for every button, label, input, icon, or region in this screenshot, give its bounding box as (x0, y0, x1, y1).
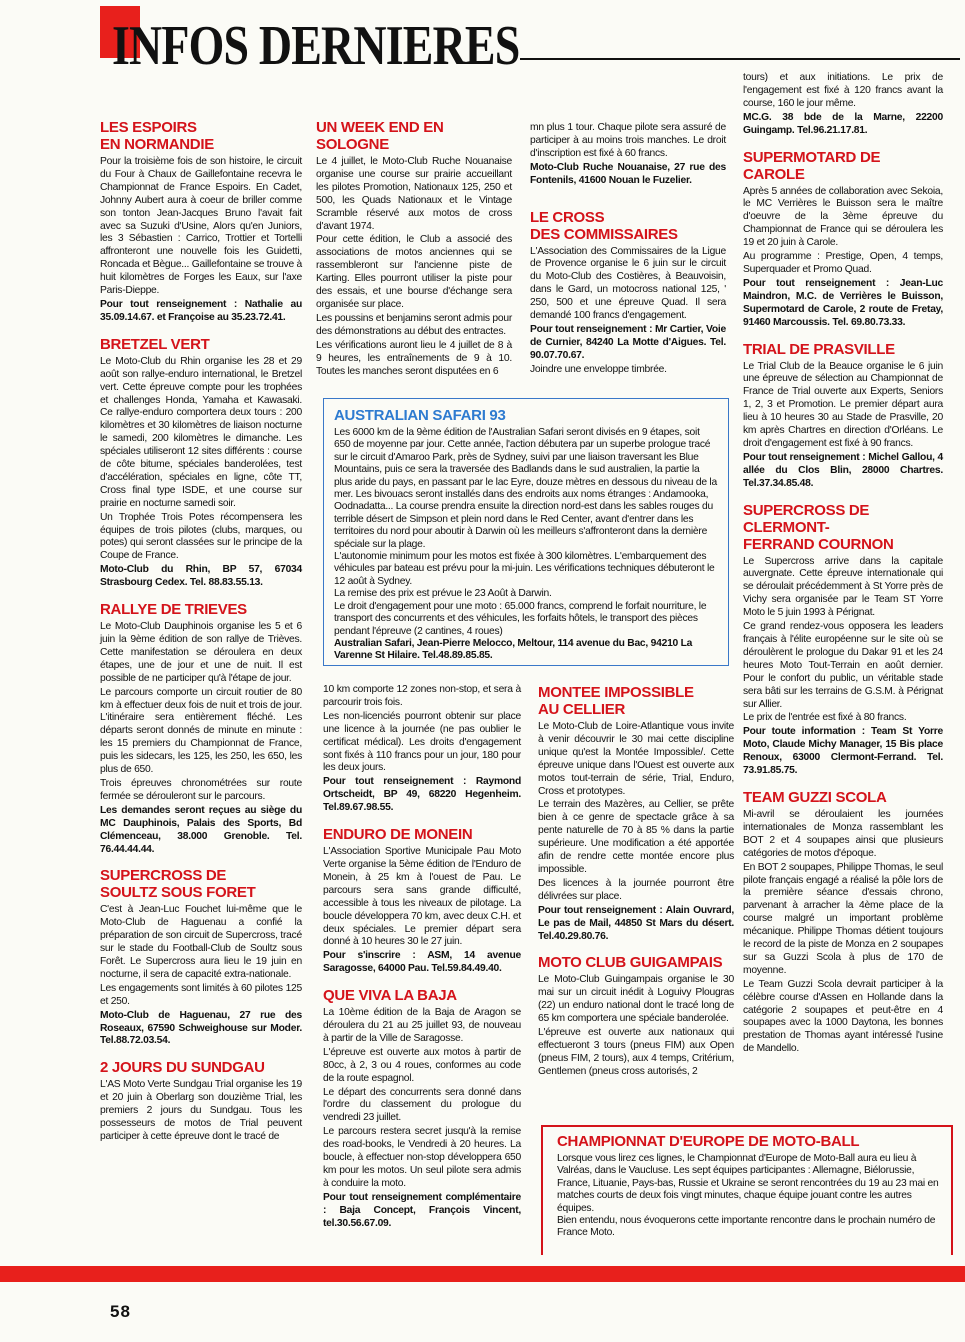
column-3-top (530, 122, 726, 378)
sundgau-contact: Pour tout renseignement : Raymond Ortscheidt, BP 49, 68220 Hegenheim. Tel.89.67.98.55. (323, 776, 521, 814)
moto-ball-box (541, 1125, 953, 1255)
sologne-text-1: Le 4 juillet, le Moto-Club Ruche Nouanaise organise une course sur prairie accueillant les pilotes Promotion, Nationaux 125, 250 et 500, les Quads Nationaux et le Vintage Scramble réservé aux motos de cross d'avant 1974. (316, 156, 512, 232)
column-1 (100, 119, 302, 1145)
commissaires-contact: Pour tout renseignement : Mr Cartier, Voie de Curnier, 84240 La Motte d'Aigues. Tel. 90.07.70.67. (530, 323, 726, 361)
carole-heading: SUPERMOTARD DE CAROLE (743, 148, 881, 183)
monein-text: L'Association Sportive Municipale Pau Moto Verte organise la 5ème édition de l'Enduro de Monein, à 25 km à l'ouest de Pau. Le parcours sera sans grande difficulté, accessible à tous les niveaux de pilotage. La boucle développera 70 km, avec deux C.H. et deux spéciales. Le premier départ sera donné à 10 heures 30 le 27 juin. (323, 846, 521, 948)
prasville-text: Le Trial Club de la Beauce organise le 6 juin une épreuve de sélection au Championnat de France de Trial ouverte aux Experts, Seniors 1, 2, 3 et Promotion. Le premier départ aura lieu à 10 heures 30 au Stade de Prasville, 20 km après Chartres en direction d'Orléans. Le droit d'engagement est fixé à 90 francs. (743, 360, 943, 449)
bottom-red-bar (0, 1266, 965, 1282)
bretzel-heading: BRETZEL VERT (100, 335, 210, 353)
soultz-text-2: Les engagements sont limités à 60 pilotes 125 et 250. (100, 982, 302, 1007)
sologne-text-2: Pour cette édition, le Club a associé des associations de motos anciennes qui se rassembleront sur l'ancienne piste de Karting. Elles pourront utiliser la piste pour des essais, et une bourse d'échange sera organisée sur place. (316, 234, 512, 310)
column-3-bottom (538, 684, 734, 1080)
guzzi-text-2: En BOT 2 soupapes, Philippe Thomas, le seul pilote français engagé a réalisé la pôle lors de la première séance d'essais chrono, parvenant à arracher la 4ème place de la course malgré un important problème mécanique. Philippe Thomas détient toujours le record de la piste de Monza en 2 soupapes sur sa Guzzi Scola à plus de 170 de moyenne. (743, 861, 943, 976)
guigampais-text-1: Le Moto-Club Guingampais organise le 30 mai sur un circuit inédit à Loguivy Plougras (22) un enduro national dont le tracé long de 65 km comportera une spéciale banderolée. (538, 974, 734, 1025)
montee-heading: MONTEE IMPOSSIBLE AU CELLIER (538, 684, 694, 718)
commissaires-note: Joindre une enveloppe timbrée. (530, 363, 667, 375)
clermont-contact: Pour toute information : Team St Yorre Moto, Claude Michy Manager, 15 Bis place Renoux, 63000 Clermont-Ferrand. Tel. 73.91.85.75. (743, 726, 943, 777)
motoball-heading: CHAMPIONNAT D'EUROPE DE MOTO-BALL (557, 1133, 860, 1150)
espoirs-heading: LES ESPOIRS EN NORMANDIE (100, 119, 214, 153)
sologne-continued: mn plus 1 tour. Chaque pilote sera assuré de participer à au moins trois manches. Le droit d'inscription est fixé à 60 francs. (530, 122, 726, 159)
sundgau-continued: 10 km comporte 12 zones non-stop, et sera à parcourir trois fois. (323, 684, 521, 708)
bretzel-text-2: Un Trophée Trois Potes récompensera les équipes de trois pilotes (clubs, marques, ou potes) qui seront classées sur le principe de la Coupe de France. (100, 511, 302, 562)
sundgau-text-2: Les non-licenciés pourront obtenir sur place une licence à la journée (ne pas oublier le certificat médical). Les droits d'engagement sont fixés à 110 francs pour un jour, 180 pour les deux jours. (323, 710, 521, 774)
sundgau-text: L'AS Moto Verte Sundgau Trial organise les 19 et 20 juin à Oberlarg son douzième Trial, les premiers 2 jours du Sundgau. Tous les possesseurs de motos de Trial peuvent participer à cette épreuve dont le tracé de (100, 1079, 302, 1142)
baja-heading: QUE VIVA LA BAJA (323, 987, 457, 1005)
montee-text-2: Le terrain des Mazères, au Cellier, se prête bien à ce genre de spectacle grâce à sa pente naturelle de 70 à 85 % dans la partie supérieure. Une modification a été apportée afin de rendre cette montée encore plus impossible. (538, 799, 734, 875)
baja-text-2: L'épreuve est ouverte aux motos à partir de 80cc, à 2, 3 ou 4 roues, conformes au code de la route espagnol. (323, 1046, 521, 1084)
guigampais-continued: tours) et aux initiations. Le prix de l'engagement est fixé à 120 francs avant la course, 160 le jour même. (743, 72, 943, 109)
trieves-text-3: Trois épreuves chronométrées sur route fermée se dérouleront sur le parcours. (100, 777, 302, 802)
sologne-text-4: Les vérifications auront lieu le 4 juillet de 8 à 9 heures, les entraînements de 9 à 10. Toutes les manches seront disputées en 6 (316, 339, 512, 377)
motoball-text-1: Lorsque vous lirez ces lignes, le Championnat d'Europe de Moto-Ball aura eu lieu à Valréas, dans le Vaucluse. Les sept équipes participantes : Allemagne, Biélorussie, France, Lituanie, Pays-bas, Russie et Ukraine se seront rencontrées du 19 au 23 mai en matches courts de deux fois vingt minutes, chaque équipe jouant contre les autres équipes. (557, 1153, 939, 1214)
safari-text-2: L'autonomie minimum pour les motos est fixée à 300 kilomètres. L'embarquement des véhicules par bateau est prévu pour la mi-juin. Les vérifications techniques débuteront le 12 août à Sydney. (334, 551, 715, 587)
sologne-text-3: Les poussins et benjamins seront admis pour des démonstrations au début des entractes. (316, 312, 512, 337)
baja-text-3: Le départ des concurrents sera donné dans l'ordre du classement du prologue du vendredi 23 juillet. (323, 1086, 521, 1124)
safari-heading: AUSTRALIAN SAFARI 93 (334, 407, 506, 424)
sologne-contact: Moto-Club Ruche Nouanaise, 27 rue des Fontenils, 41600 Nouan le Fuzelier. (530, 161, 726, 186)
sologne-heading: UN WEEK END EN SOLOGNE (316, 119, 444, 153)
baja-text-4: Le parcours restera secret jusqu'à la remise des road-books, le Vendredi à 20 heures. La boucle, à effectuer non-stop développera 650 km pour les motos. Un seul pilote sera admis à conduire la moto. (323, 1126, 521, 1189)
clermont-text-2: Ce grand rendez-vous opposera les leaders français à l'élite européenne sur le site où se déroulèrent le prologue du Dakar 91 et les 24 heures Moto Tout-Terrain en août dernier. Pour le confort du public, un véritable stade sera bâti sur les terrains de G.S.M. à Pérignat sur Allier. (743, 621, 943, 710)
baja-text-1: La 10ème édition de la Baja de Aragon se déroulera du 21 au 25 juillet 93, de nouveau à partir de la Ville de Saragosse. (323, 1007, 521, 1044)
espoirs-contact: Pour tout renseignement : Nathalie au 35.09.14.67. et Françoise au 35.23.72.41. (100, 298, 302, 323)
trieves-text-2: Le parcours comporte un circuit routier de 80 km à effectuer deux fois de nuit et trois de jour. L'itinéraire sera entièrement fléché. Les départs seront donnés de minute en minute : les 15 premiers du Championnat de France, puis les sidecars, les 125, les 250, les 650, les plus de 650. (100, 686, 302, 776)
motoball-text-2: Bien entendu, nous évoquerons cette importante rencontre dans le prochain numéro de France Moto. (557, 1215, 936, 1239)
trieves-contact: Les demandes seront reçues au siège du MC Dauphinois, Palais des Sports, Bd Clémenceau, 38.000 Grenoble. Tel. 76.44.44.44. (100, 804, 302, 855)
title-rule (520, 58, 960, 60)
safari-text-1: Les 6000 km de la 9ème édition de l'Australian Safari seront divisés en 9 étapes, soit 650 de moyenne par jour. Cette année, l'action débutera par un superbe prologue tracé sur le circuit d'Amaroo Park, près de Sydney, suivi par une liaison traversant les Blue Mountains, puis ce sera la traversée des Badlands dans le sud australien, la partie la plus aride du pays, en passant par le lac Eyre, douze mètres en dessous du niveau de la mer. Les bivouacs seront installés dans des endroits aux noms étranges : Andamooka, Oodnadatta... La course prendra ensuite la direction nord-est dans les sables rouges du terrible désert de Simpson et plein nord dans le Red Center, avant d'entrer dans les territoires du nord pour aboutir à Darwin où les meilleurs s'affronteront dans la dernière spéciale sur la plage. (334, 427, 717, 550)
trieves-text-1: Le Moto-Club Dauphinois organise les 5 et 6 juin la 9ème édition de son rallye de Trièves. Cette manifestation se déroulera en deux étapes, une de jour et une de nuit. Il est possible de ne participer qu'à l'étape de jour. (100, 621, 302, 684)
carole-text-1: Après 5 années de collaboration avec Sekoia, le MC Verrières le Buisson sera le maître d'oeuvre de la 3ème épreuve du Championnat de France qui se déroulera les 19 et 20 juin à Carole. (743, 185, 943, 249)
page-title: INFOS DERNIERES (112, 15, 520, 77)
guzzi-text-1: Mi-avril se déroulaient les journées internationales de Monza rassemblant les BOT 2 et 4 soupapes ainsi que plusieurs catégories de motos d'époque. (743, 808, 943, 859)
australian-safari-box (323, 398, 729, 666)
bretzel-contact: Moto-Club du Rhin, BP 57, 67034 Strasbourg Cedex. Tel. 88.83.55.13. (100, 564, 302, 589)
monein-heading: ENDURO DE MONEIN (323, 826, 473, 844)
soultz-text-1: C'est à Jean-Luc Fouchet lui-même que le Moto-Club de Haguenau a confié la préparation de son circuit de Supercross, tracé sur le stade du Football-Club de Soultz sous Forêt. Le Supercross aura lieu le 19 juin en nocturne, il sera de capacité extra-nationale. (100, 904, 302, 980)
montee-text-1: Le Moto-Club de Loire-Atlantique vous invite à venir découvrir le 30 mai cette discipline unique qu'est la Montée Impossible/. Cette épreuve unique dans l'Ouest est ouverte aux motos tout-terrain de série, Trial, Enduro, Cross et prototypes. (538, 721, 734, 797)
commissaires-text: L'Association des Commissaires de la Ligue de Provence organise le 6 juin sur le circuit du Moto-Club des Costières, à Beauvoisin, dans le Gard, un motocross national 125, ' 250, 500 et une épreuve Quad. Il sera demandé 100 francs d'engagement. (530, 245, 726, 322)
safari-text-3: La remise des prix est prévue le 23 Août à Darwin. (334, 588, 552, 600)
monein-contact: Pour s'inscrire : ASM, 14 avenue Saragosse, 64000 Pau. Tel.59.84.49.40. (323, 950, 521, 975)
guigampais-contact: MC.G. 38 bde de la Marne, 22200 Guingamp. Tel.96.21.17.81. (743, 111, 943, 136)
clermont-heading: SUPERCROSS DE CLERMONT- FERRAND COURNON (743, 501, 894, 553)
column-2-top (316, 119, 512, 379)
guigampais-heading: MOTO CLUB GUIGAMPAIS (538, 954, 723, 972)
guigampais-text-2: L'épreuve est ouverte aux nationaux qui effectueront 3 tours (pneus FIM) aux Open (pneus FIM, 2 tours), aux 4 temps, Critérium, Gentlemen (pneus cross autorisés, 2 (538, 1027, 734, 1077)
espoirs-text: Pour la troisième fois de son histoire, le circuit du Four à Chaux de Gaillefontaine recevra le Championnat de France Espoirs. En Cadet, Johnny Aubert aura à coeur de briller comme son tonton Jean-Jacques Bruno l'avait fait avec sa Suzuki d'Usine, Alors qu'en Juniors, les 3 Sébastien : Carrico, Trottier et Tortelli affronteront une nouvelle fois les Guidetti, Roncada et Bègue... Gaillefontaine se trouve à huit kilomètres de Forges les Eaux, sur l'axe Paris-Dieppe. (100, 156, 303, 297)
carole-contact: Pour tout renseignement : Jean-Luc Maindron, M.C. de Verrières le Buisson, Supermotard de Carole, 2 route de Fretay, 91460 Marcoussis. Tel. 69.80.73.33. (743, 277, 943, 328)
safari-contact: Australian Safari, Jean-Pierre Melocco, Meltour, 114 avenue du Bac, 94210 La Varenne St Hilaire. Tel.48.89.85.85. (334, 637, 693, 662)
sundgau-heading: 2 JOURS DU SUNDGAU (100, 1059, 265, 1077)
bretzel-text-1: Le Moto-Club du Rhin organise les 28 et 29 août son rallye-enduro international, le Bretzel vert. Cette épreuve compte pour les trophées et challenges Honda, Yamaha et Kawasaki. Ce rallye-enduro comportera deux tours : 200 kilomètres et 30 kilomètres de liaison nocturne le samedi, 200 kilomètres le dimanche. Les spéciales utiliseront 12 sites différents : course de côte bitume, spéciales banderolées, test d'accélération, spéciales en ligne, côte TT, Cross final type ISDE, et une course sur prairie en nocturne samedi soir. (100, 355, 302, 509)
clermont-text-3: Le prix de l'entrée est fixé à 80 francs. (743, 712, 907, 724)
guzzi-text-3: Le Team Guzzi Scola devrait participer à la célèbre course d'Assen en Hollande dans la catégorie 2 soupapes et peut-être en 4 soupapes avec la 1000 Daytona, les bonnes prestation de Thomas ayant intéressé l'usine de Mandello. (743, 978, 943, 1055)
montee-contact: Pour tout renseignement : Alain Ouvrard, Le pas de Mail, 44850 St Mars du désert. Tel.40.29.80.76. (538, 904, 734, 942)
column-4 (743, 72, 943, 1057)
soultz-heading: SUPERCROSS DE SOULTZ SOUS FORET (100, 867, 256, 902)
carole-text-2: Au programme : Prestige, Open, 4 temps, Superquader et Promo Quad. (743, 251, 943, 275)
column-2-bottom (323, 684, 521, 1232)
page-number: 58 (110, 1302, 131, 1321)
guzzi-heading: TEAM GUZZI SCOLA (743, 788, 887, 806)
commissaires-heading: LE CROSS DES COMMISSAIRES (530, 208, 678, 243)
montee-text-3: Des licences à la journée pourront être délivrées sur place. (538, 877, 734, 902)
trieves-heading: RALLYE DE TRIEVES (100, 601, 247, 619)
safari-text-4: Le droit d'engagement pour une moto : 65.000 francs, comprend le forfait nourriture, le transport des concurrents et des véhicules, les forfaits hôtels, le transport des pièces pendant l'épreuve (2 cantines, 4 roues) (334, 600, 707, 637)
clermont-text-1: Le Supercross arrive dans la capitale auvergnate. Cette épreuve internationale qui se déroulait précédemment à St Yorre près de Vichy sera organisée par le Team ST Yorre Moto le 5 juin 1993 à Pérignat. (743, 555, 943, 619)
soultz-contact: Moto-Club de Haguenau, 27 rue des Roseaux, 67590 Schweighouse sur Moder. Tel.88.72.03.54. (100, 1009, 302, 1047)
baja-contact: Pour tout renseignement complémentaire : Baja Concept, François Vincent, tel.30.56.67.09. (323, 1191, 521, 1229)
prasville-heading: TRIAL DE PRASVILLE (743, 340, 895, 358)
prasville-contact: Pour tout renseignement : Michel Gallou, 4 allée du Clos Blin, 28000 Chartres. Tel.37.34.85.48. (743, 451, 943, 489)
